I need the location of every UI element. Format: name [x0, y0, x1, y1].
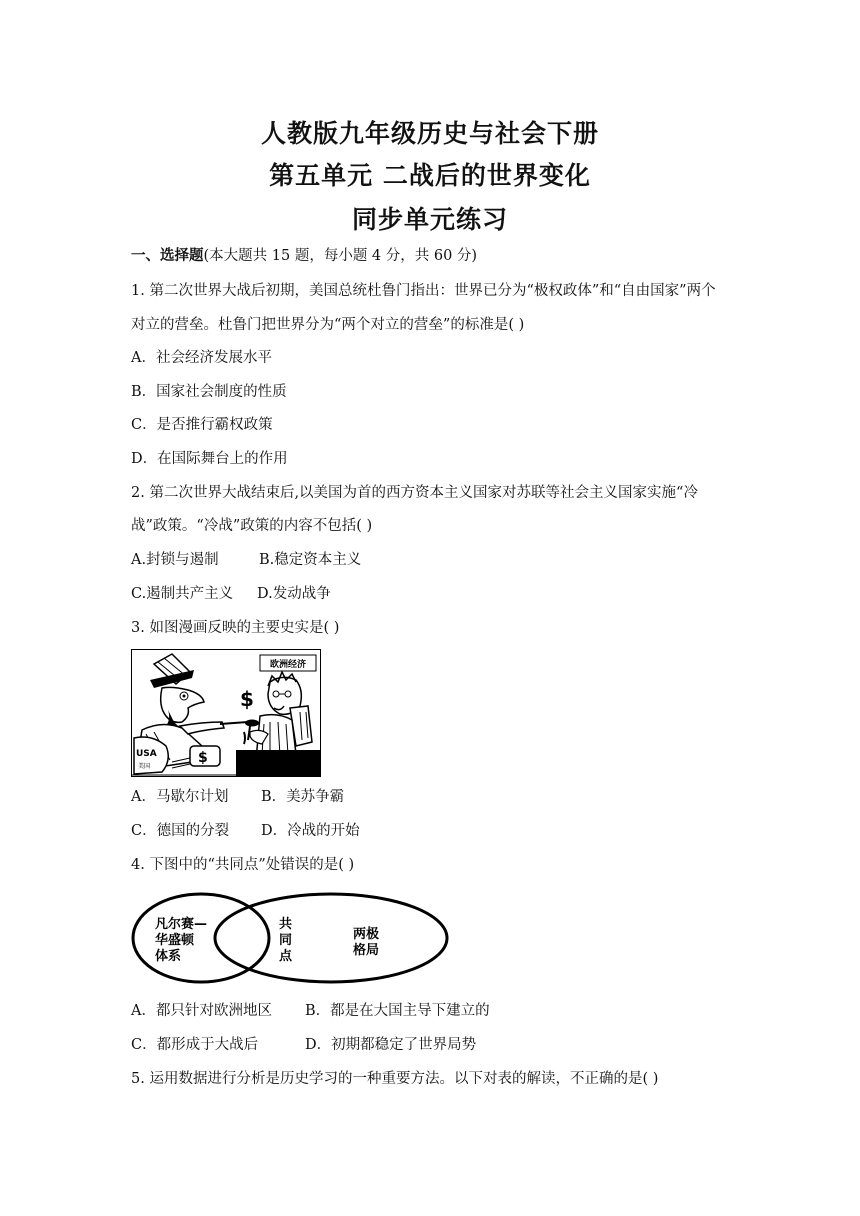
- section-heading: [131, 246, 477, 266]
- section-heading-detail: (本大题共 15 题，每小题 4 分，共 60 分): [203, 248, 478, 264]
- venn-right-circle: [215, 894, 447, 982]
- q1-stem-line-1: 1. 第二次世界大战后初期，美国总统杜鲁门指出：世界已分为“极权政体”和“自由国家”两个: [131, 283, 716, 299]
- q4-option-d: D．初期都稳定了世界局势: [305, 1037, 477, 1053]
- q5-stem: 5. 运用数据进行分析是历史学习的一种重要方法。以下对表的解读，不正确的是( ): [131, 1071, 659, 1087]
- section-heading-label: 一、选择题: [131, 248, 204, 264]
- q4-option-c: C．都形成于大战后: [131, 1037, 259, 1053]
- title-line-1: 人教版九年级历史与社会下册: [260, 119, 599, 148]
- q1-option-b: B．国家社会制度的性质: [131, 384, 287, 400]
- q1-option-c: C．是否推行霸权政策: [131, 417, 273, 433]
- cartoon-dollar-sign: $: [240, 687, 254, 711]
- venn-center-line-3: 点: [279, 949, 293, 964]
- q3-options-row-1: [131, 787, 344, 807]
- venn-right-line-2: 格局: [353, 943, 380, 958]
- q3-option-c: C．德国的分裂: [131, 823, 230, 839]
- money-bag-label: 美国: [138, 763, 151, 770]
- q2-option-c: C.遏制共产主义: [131, 586, 234, 602]
- q2-option-b: B.稳定资本主义: [259, 552, 362, 568]
- q3-option-a: A．马歇尔计划: [131, 789, 229, 805]
- q2-stem-line-1: 2. 第二次世界大战结束后,以美国为首的西方资本主义国家对苏联等社会主义国家实施“冷: [131, 485, 698, 501]
- venn-left-line-1: 凡尔赛—: [155, 917, 208, 932]
- q1-option-d: D．在国际舞台上的作用: [131, 451, 288, 467]
- q4-option-a: A．都只针对欧洲地区: [131, 1003, 272, 1019]
- money-bag-text: USA: [136, 749, 157, 759]
- q2-stem-line-2: 战”政策。“冷战”政策的内容不包括( ): [131, 518, 373, 534]
- q3-option-d: D．冷战的开始: [261, 823, 360, 839]
- cartoon-label-text: 欧洲经济: [269, 660, 307, 670]
- venn-center-line-2: 同: [279, 933, 293, 948]
- cartoon-pot-dollar: $: [198, 750, 208, 766]
- q3-stem: 3. 如图漫画反映的主要史实是( ): [131, 620, 340, 636]
- venn-right-line-1: 两极: [353, 927, 380, 942]
- title-line-3: 同步单元练习: [351, 205, 508, 234]
- q2-options-row-1: [131, 550, 361, 570]
- q4-stem: 4. 下图中的“共同点”处错误的是( ): [131, 857, 355, 873]
- title-line-2: 第五单元 二战后的世界变化: [269, 161, 591, 190]
- q1-stem-line-2: 对立的营垒。杜鲁门把世界分为“两个对立的营垒”的标准是( ): [131, 317, 525, 333]
- q4-options-row-2: [131, 1035, 476, 1055]
- q2-option-a: A.封锁与遏制: [131, 552, 219, 568]
- cartoon-image: [131, 649, 321, 777]
- cartoon-drawing: [132, 650, 320, 776]
- q4-option-b: B．都是在大国主导下建立的: [305, 1003, 490, 1019]
- q3-option-b: B．美苏争霸: [261, 789, 345, 805]
- q3-options-row-2: [131, 821, 360, 841]
- venn-left-line-2: 华盛顿: [155, 933, 195, 948]
- venn-left-line-3: 体系: [155, 949, 182, 964]
- q2-option-d: D.发动战争: [257, 586, 331, 602]
- venn-diagram: [131, 888, 453, 988]
- q4-options-row-1: [131, 1001, 490, 1021]
- venn-center-line-1: 共: [279, 917, 293, 932]
- q1-option-a: A．社会经济发展水平: [131, 350, 272, 366]
- q2-options-row-2: [131, 584, 331, 604]
